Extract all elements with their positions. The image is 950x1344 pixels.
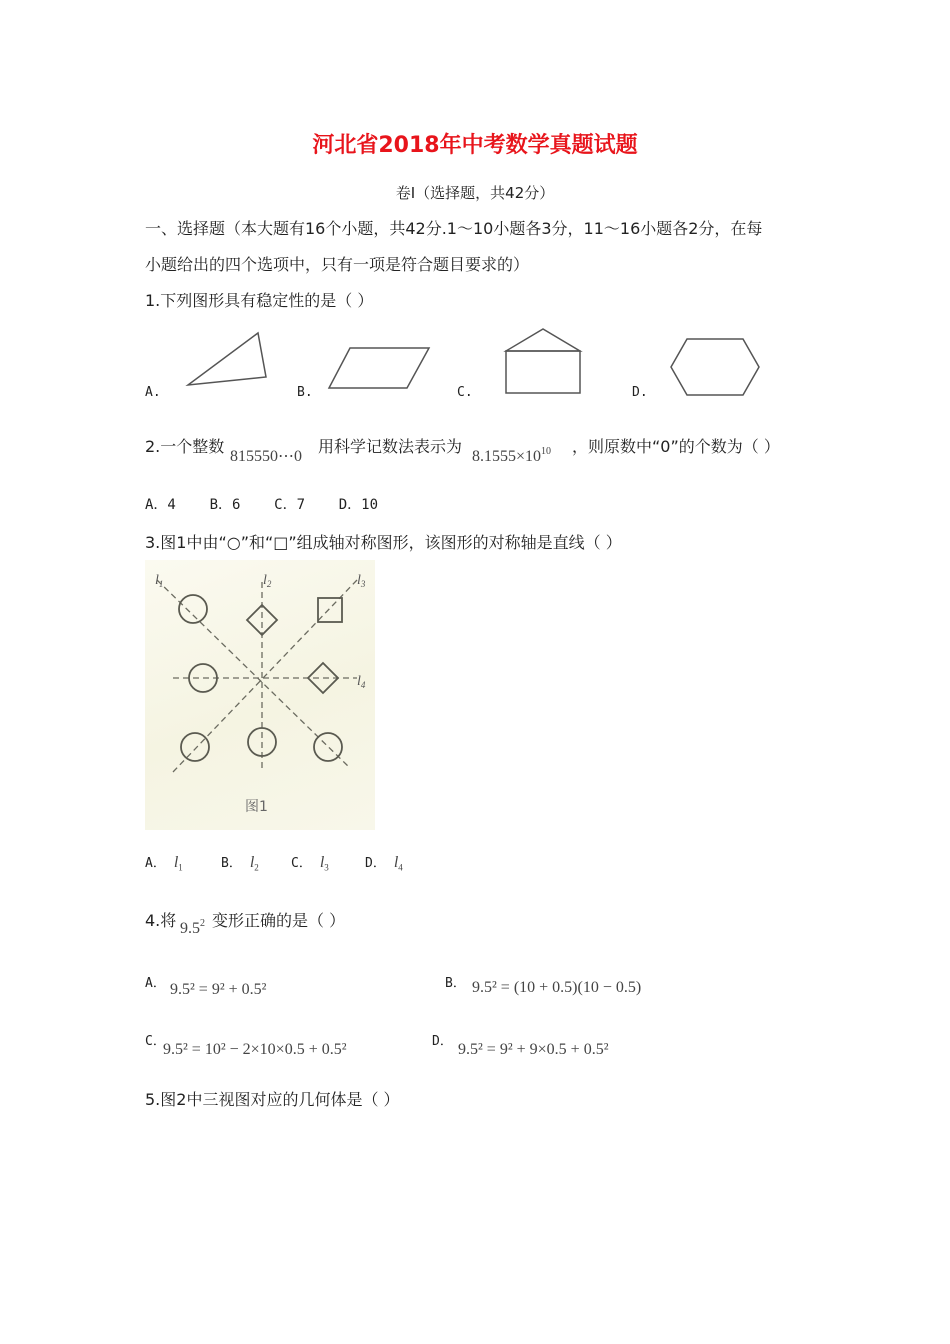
- q1-option-d-label: D.: [632, 385, 648, 400]
- circle-shape: [314, 733, 342, 761]
- q2-integer-expression: 815550⋯0: [230, 448, 302, 465]
- diamond-shape: [247, 605, 277, 635]
- question-3-text: 3.图1中由“○”和“□”组成轴对称图形，该图形的对称轴是直线（ ）: [145, 533, 622, 552]
- question-2-middle: 用科学记数法表示为: [318, 437, 463, 456]
- section-instructions-line1: 一、选择题（本大题有16个小题，共42分.1～10小题各3分，11～16小题各2分，在每: [145, 219, 763, 238]
- figure-label-l2: $l_2$: [263, 573, 272, 589]
- figure-1: [145, 560, 375, 830]
- circle-shape: [179, 595, 207, 623]
- axis-line-l1: [157, 580, 350, 768]
- q4-option-a-expression: 9.5² = 9² + 0.5²: [170, 981, 267, 998]
- figure-label-l1: $l_1$: [155, 573, 164, 589]
- paper-subtitle: 卷I（选择题，共42分）: [395, 184, 555, 202]
- q1-option-a-label: A.: [145, 385, 161, 400]
- q4-option-b-label: B．: [445, 976, 466, 991]
- figure-caption: 图1: [245, 799, 268, 815]
- q2-scientific-notation: $8.1555\times 10^{10}$: [472, 446, 552, 465]
- q3-option-c: C． $l_3$: [291, 854, 329, 873]
- q4-option-b-expression: 9.5² = (10 + 0.5)(10 − 0.5): [472, 979, 642, 996]
- square-shape: [318, 598, 342, 622]
- q1-triangle-shape: [180, 325, 280, 395]
- q4-option-d-label: D．: [432, 1034, 453, 1049]
- question-4-prefix: 4.将: [145, 911, 177, 930]
- question-2-prefix: 2.一个整数: [145, 437, 225, 456]
- question-5-text: 5.图2中三视图对应的几何体是（ ）: [145, 1090, 400, 1109]
- q3-option-a: A． $l_1$: [145, 854, 183, 873]
- q1-hexagon-shape: [665, 335, 765, 399]
- question-2-suffix: ，则原数中“0”的个数为（ ）: [572, 437, 780, 456]
- q4-option-c-expression: 9.5² = 10² − 2×10×0.5 + 0.5²: [163, 1041, 347, 1058]
- q4-expression: $9.5^2$: [180, 918, 205, 937]
- q1-parallelogram-shape: [325, 340, 435, 396]
- circle-shape: [181, 733, 209, 761]
- question-4-suffix: 变形正确的是（ ）: [212, 911, 346, 930]
- page-title: 河北省2018年中考数学真题试题: [312, 133, 638, 158]
- q1-option-c-label: C.: [457, 385, 473, 400]
- section-instructions-line2: 小题给出的四个选项中，只有一项是符合题目要求的）: [145, 255, 530, 274]
- figure-label-l3: $l_3$: [357, 573, 366, 589]
- q4-option-a-label: A．: [145, 976, 166, 991]
- q4-option-d-expression: 9.5² = 9² + 9×0.5 + 0.5²: [458, 1041, 609, 1058]
- q1-rectangle-with-triangle-shape: [498, 325, 588, 397]
- figure-label-l4: $l_4$: [357, 674, 366, 690]
- q3-option-b: B． $l_2$: [221, 854, 259, 873]
- q4-option-c-label: C．: [145, 1034, 166, 1049]
- q2-options: A．4 B．6 C．7 D．10: [145, 497, 379, 513]
- question-1-text: 1.下列图形具有稳定性的是（ ）: [145, 291, 374, 310]
- q1-option-b-label: B.: [297, 385, 313, 400]
- q3-option-d: D． $l_4$: [365, 854, 403, 873]
